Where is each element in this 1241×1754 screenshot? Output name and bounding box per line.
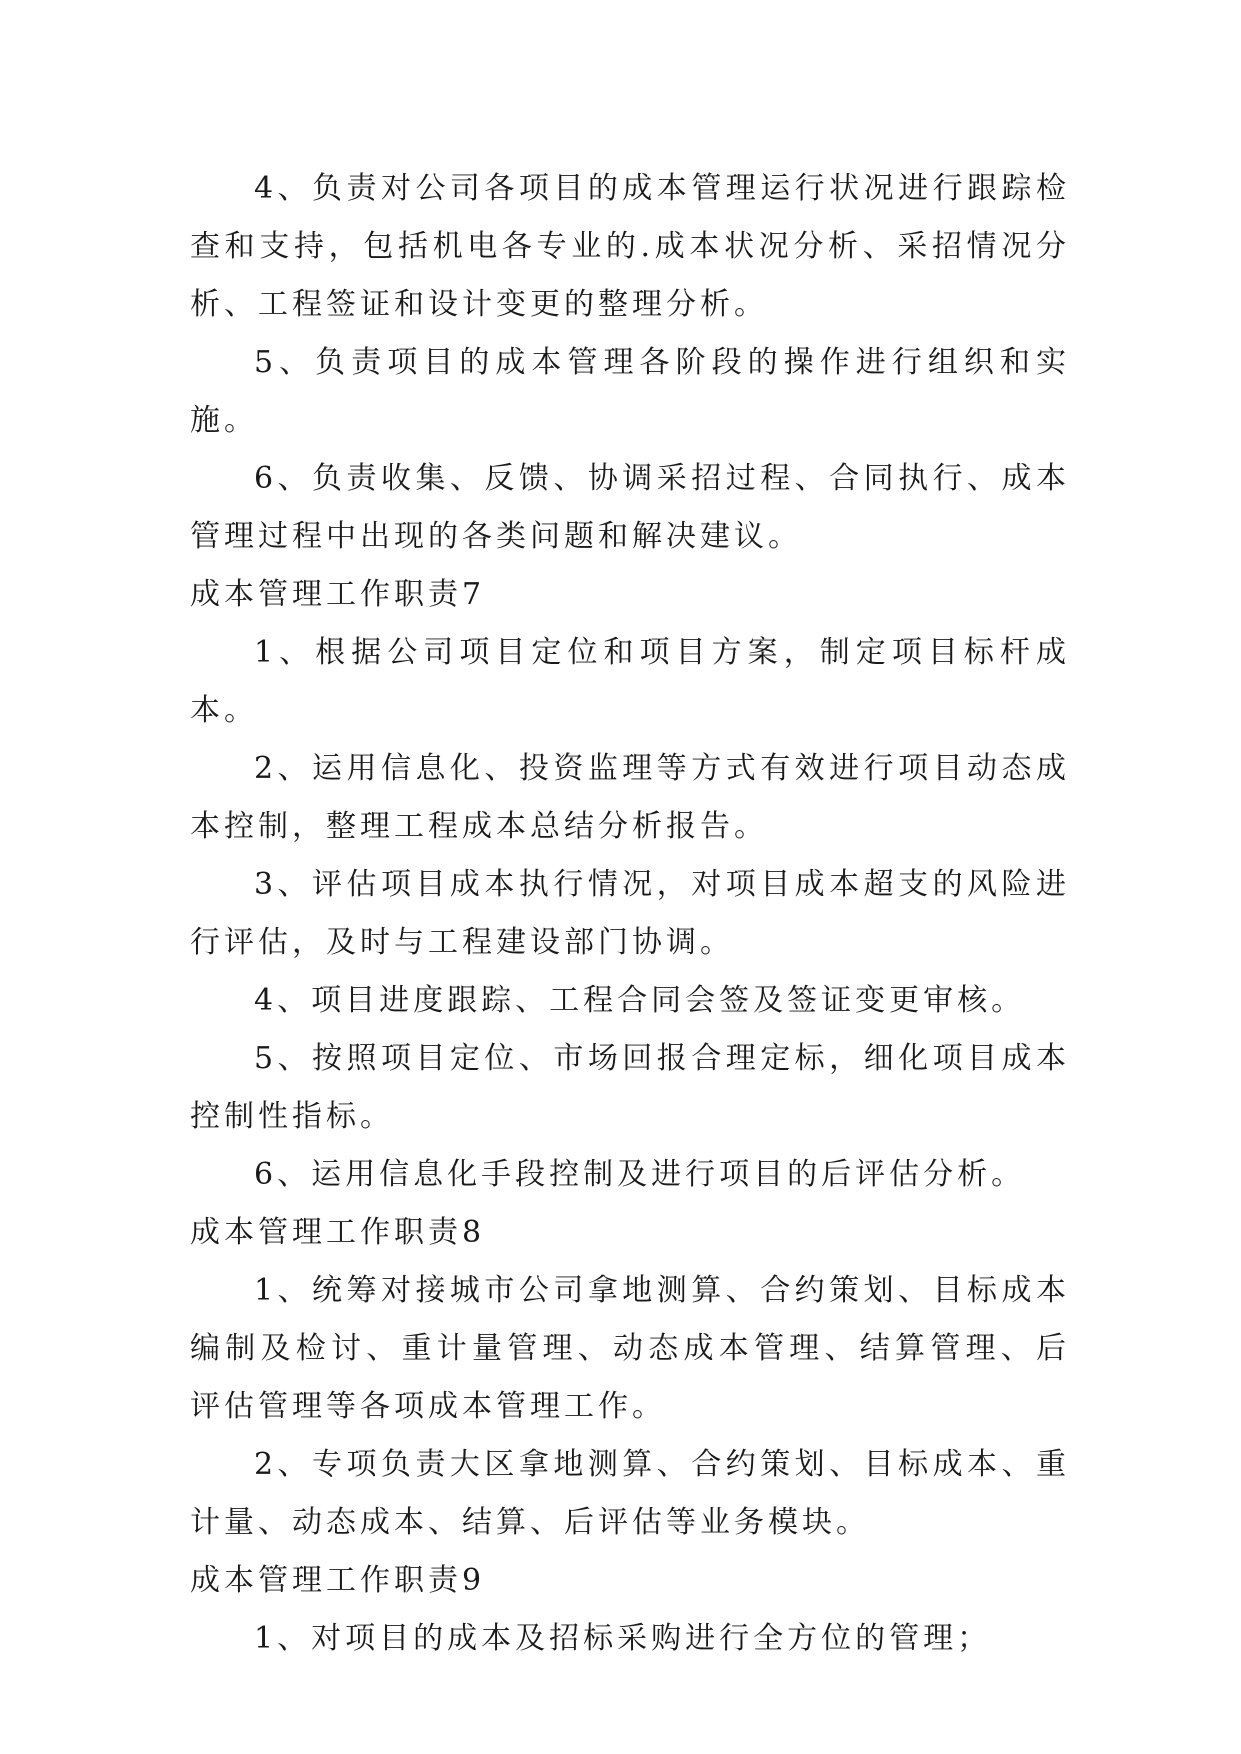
section-heading-7: 成本管理工作职责7: [190, 577, 486, 612]
paragraph-4-tracking: 4、负责对公司各项目的成本管理运行状况进行跟踪检查和支持，包括机电各专业的.成本状况分析、采招情况分析、工程签证和设计变更的整理分析。: [190, 171, 1070, 322]
s7-item-2: 2、运用信息化、投资监理等方式有效进行项目动态成本控制，整理工程成本总结分析报告。: [190, 751, 1070, 844]
section-heading-9: 成本管理工作职责9: [190, 1563, 486, 1598]
s7-item-4: 4、项目进度跟踪、工程合同会签及签证变更审核。: [254, 983, 1026, 1018]
paragraph-6-feedback: 6、负责收集、反馈、协调采招过程、合同执行、成本管理过程中出现的各类问题和解决建议。: [190, 461, 1070, 554]
s7-item-1: 1、根据公司项目定位和项目方案，制定项目标杆成本。: [190, 635, 1070, 728]
s7-item-3: 3、评估项目成本执行情况，对项目成本超支的风险进行评估，及时与工程建设部门协调。: [190, 867, 1070, 960]
paragraph-5-implementation: 5、负责项目的成本管理各阶段的操作进行组织和实施。: [190, 345, 1070, 438]
section-heading-8: 成本管理工作职责8: [190, 1215, 486, 1250]
s9-item-1: 1、对项目的成本及招标采购进行全方位的管理；: [254, 1621, 992, 1656]
s8-item-2: 2、专项负责大区拿地测算、合约策划、目标成本、重计量、动态成本、结算、后评估等业务模块。: [190, 1447, 1070, 1540]
s8-item-1: 1、统筹对接城市公司拿地测算、合约策划、目标成本编制及检讨、重计量管理、动态成本管理、结算管理、后评估管理等各项成本管理工作。: [190, 1273, 1070, 1424]
document-body: [190, 160, 1070, 1668]
s7-item-6: 6、运用信息化手段控制及进行项目的后评估分析。: [254, 1157, 1026, 1192]
s7-item-5: 5、按照项目定位、市场回报合理定标，细化项目成本控制性指标。: [190, 1041, 1070, 1134]
